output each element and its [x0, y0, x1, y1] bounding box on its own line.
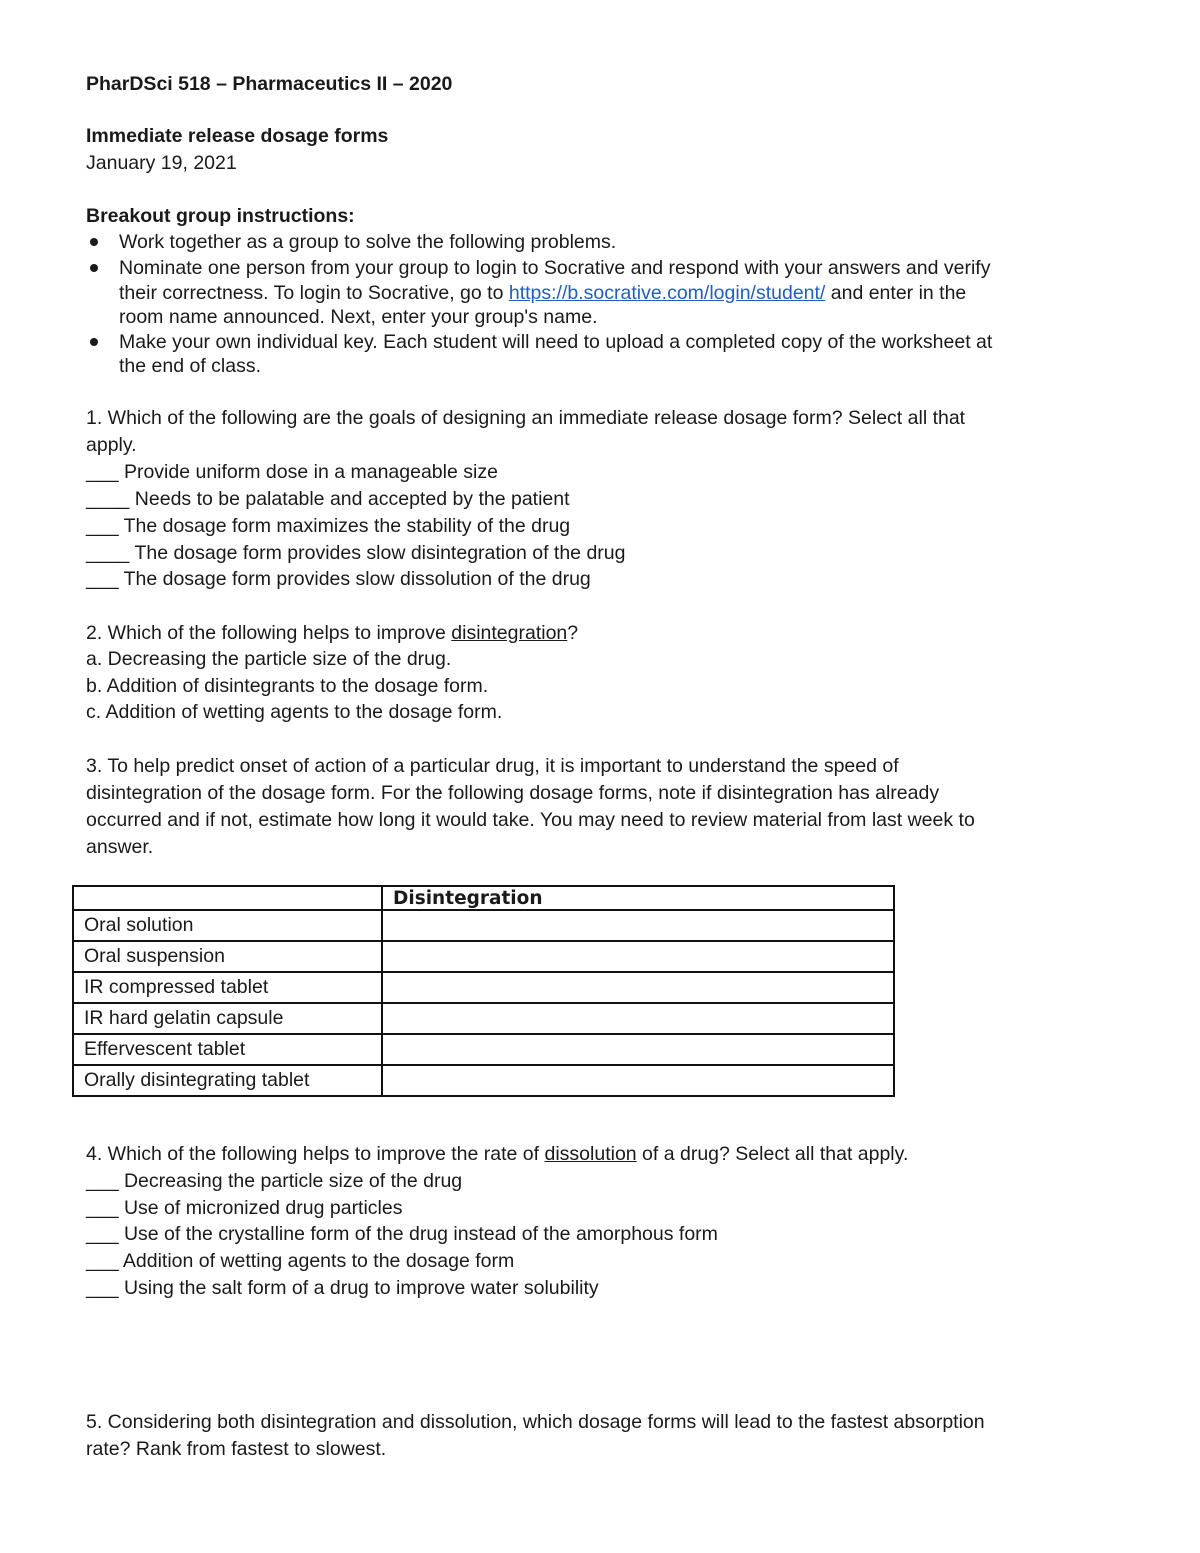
table-cell-answer[interactable]: [382, 941, 894, 972]
question-1-line1: 1. Which of the following are the goals of designing an immediate release dosage form? Select all that: [86, 407, 966, 429]
question-2-end: ?: [567, 622, 579, 644]
question-4-option: ___ Use of the crystalline form of the drug instead of the amorphous form: [86, 1223, 718, 1245]
instruction-2-line2: [119, 281, 966, 305]
table-cell-answer[interactable]: [382, 1065, 894, 1096]
instruction-2-text-a: their correctness. To login to Socrative, go to: [119, 282, 509, 304]
instructions-heading: Breakout group instructions:: [86, 205, 355, 227]
question-4-option: ___ Use of micronized drug particles: [86, 1197, 403, 1219]
table-row: [73, 972, 894, 1003]
question-1-option: ____ The dosage form provides slow disintegration of the drug: [86, 542, 626, 564]
question-4-text: 4. Which of the following helps to improve the rate of: [86, 1143, 545, 1165]
question-3-line4: answer.: [86, 836, 154, 858]
table-cell-dosage-form: Orally disintegrating tablet: [73, 1065, 382, 1096]
instruction-3-line2: the end of class.: [119, 355, 262, 377]
question-3-line1: 3. To help predict onset of action of a particular drug, it is important to understand the speed of: [86, 755, 899, 777]
question-5-line1: 5. Considering both disintegration and dissolution, which dosage forms will lead to the fastest absorption: [86, 1411, 985, 1433]
question-1-line2: apply.: [86, 434, 137, 456]
table-cell-answer[interactable]: [382, 1034, 894, 1065]
table-cell-dosage-form: IR compressed tablet: [73, 972, 382, 1003]
question-1-option: ___ Provide uniform dose in a manageable size: [86, 461, 498, 483]
table-cell-answer[interactable]: [382, 972, 894, 1003]
table-header-disintegration: Disintegration: [382, 886, 894, 910]
question-1-option: ___ The dosage form provides slow dissolution of the drug: [86, 568, 591, 590]
table-row: [73, 1065, 894, 1096]
course-title: PharDSci 518 – Pharmaceutics II – 2020: [86, 73, 453, 95]
bullet-icon: [90, 330, 100, 340]
question-4-option: ___ Decreasing the particle size of the drug: [86, 1170, 463, 1192]
instruction-3-line1: Make your own individual key. Each student will need to upload a completed copy of the worksheet at: [119, 331, 993, 353]
question-2-option: c. Addition of wetting agents to the dosage form.: [86, 701, 503, 723]
question-4-option: ___ Addition of wetting agents to the dosage form: [86, 1250, 515, 1272]
table-cell-answer[interactable]: [382, 1003, 894, 1034]
table-row: [73, 1034, 894, 1065]
table-row: [73, 910, 894, 941]
question-2-option: b. Addition of disintegrants to the dosage form.: [86, 675, 489, 697]
question-2: [86, 621, 578, 645]
question-4: [86, 1142, 908, 1166]
bullet-icon: [90, 230, 100, 240]
question-2-option: a. Decreasing the particle size of the drug.: [86, 648, 452, 670]
disintegration-table: [72, 885, 895, 1097]
table-cell-dosage-form: Effervescent tablet: [73, 1034, 382, 1065]
question-3-line3: occurred and if not, estimate how long it would take. You may need to review material from last week to: [86, 809, 975, 831]
question-2-underlined: disintegration: [451, 622, 568, 644]
table-header-row: [73, 886, 894, 910]
question-1-option: ____ Needs to be palatable and accepted by the patient: [86, 488, 570, 510]
instruction-2-line1: Nominate one person from your group to login to Socrative and respond with your answers and verify: [119, 257, 991, 279]
question-4-underlined: dissolution: [544, 1143, 637, 1165]
question-4-end: of a drug? Select all that apply.: [636, 1143, 909, 1165]
socrative-link[interactable]: https://b.socrative.com/login/student/: [508, 282, 826, 304]
date: January 19, 2021: [86, 152, 237, 174]
question-5-line2: rate? Rank from fastest to slowest.: [86, 1438, 387, 1460]
instruction-2-line3: room name announced. Next, enter your group's name.: [119, 306, 598, 328]
question-4-option: ___ Using the salt form of a drug to improve water solubility: [86, 1277, 599, 1299]
table-header-empty: [73, 886, 382, 910]
topic-title: Immediate release dosage forms: [86, 125, 389, 147]
table-row: [73, 1003, 894, 1034]
instruction-2-text-b: and enter in the: [825, 282, 967, 304]
table-cell-dosage-form: IR hard gelatin capsule: [73, 1003, 382, 1034]
question-2-text: 2. Which of the following helps to improve: [86, 622, 452, 644]
table-cell-dosage-form: Oral suspension: [73, 941, 382, 972]
table-cell-answer[interactable]: [382, 910, 894, 941]
table-row: [73, 941, 894, 972]
bullet-icon: [90, 256, 100, 266]
question-3-line2: disintegration of the dosage form. For the following dosage forms, note if disintegration has already: [86, 782, 940, 804]
question-1-option: ___ The dosage form maximizes the stability of the drug: [86, 515, 571, 537]
instruction-1: Work together as a group to solve the following problems.: [119, 231, 617, 253]
table-cell-dosage-form: Oral solution: [73, 910, 382, 941]
